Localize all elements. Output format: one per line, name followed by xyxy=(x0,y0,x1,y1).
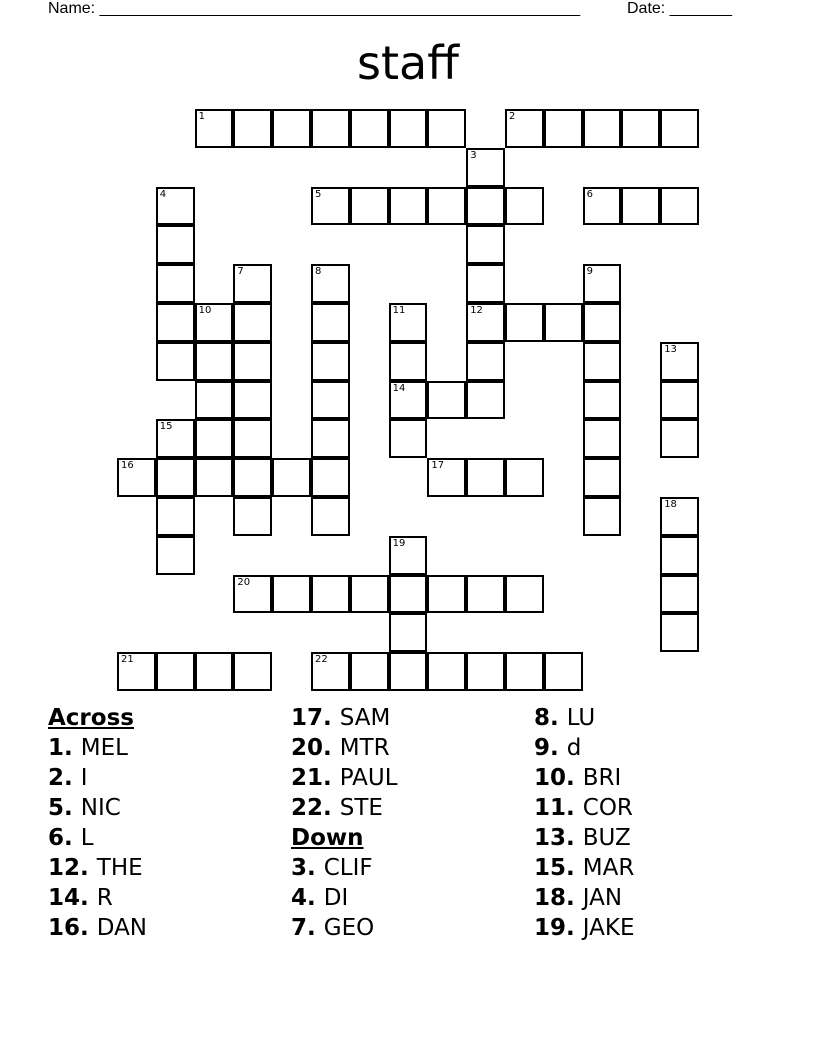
clue-text: JAN xyxy=(582,885,623,911)
grid-cell[interactable] xyxy=(466,381,505,420)
clue-number: 5 xyxy=(315,188,322,200)
clue-number: 22 xyxy=(315,654,328,666)
clue-number: 19. xyxy=(534,915,583,941)
clue-number: 15 xyxy=(159,421,173,433)
clue-text: MAR xyxy=(582,855,635,881)
grid-cell[interactable] xyxy=(233,497,272,536)
clue-number: 14 xyxy=(392,382,406,394)
grid-cell[interactable] xyxy=(195,303,234,342)
grid-cell[interactable] xyxy=(505,303,544,342)
grid-cell[interactable] xyxy=(466,148,505,187)
clue-item xyxy=(291,703,398,733)
clues-column-1 xyxy=(48,703,147,943)
grid-cell[interactable] xyxy=(389,613,428,652)
clue-number: 16 xyxy=(121,460,134,472)
grid-cell[interactable] xyxy=(583,264,622,303)
clue-section-heading: Across xyxy=(48,705,134,731)
grid-cell[interactable] xyxy=(583,342,622,381)
clue-text: DI xyxy=(323,885,349,911)
clue-text: COR xyxy=(582,795,633,821)
clue-number: 20 xyxy=(237,576,251,588)
grid-cell[interactable] xyxy=(544,109,583,148)
clue-text: R xyxy=(96,885,113,911)
grid-cell[interactable] xyxy=(505,187,544,226)
grid-cell[interactable] xyxy=(233,109,272,148)
clue-number: 2 xyxy=(509,111,516,122)
grid-cell[interactable] xyxy=(311,381,350,420)
clue-number: 21 xyxy=(121,654,134,666)
grid-cell[interactable] xyxy=(156,497,195,536)
clue-number: 3. xyxy=(291,855,324,881)
clue-text: MTR xyxy=(339,735,390,761)
clue-text: I xyxy=(80,765,88,791)
grid-cell[interactable] xyxy=(272,458,311,497)
grid-cell[interactable] xyxy=(156,264,195,303)
clue-text: SAM xyxy=(339,705,391,731)
clue-number: 10 xyxy=(198,305,212,316)
grid-cell[interactable] xyxy=(311,458,350,497)
clue-number: 9. xyxy=(534,735,567,761)
clue-item xyxy=(534,853,635,883)
grid-cell[interactable] xyxy=(311,497,350,536)
clue-item xyxy=(291,853,398,883)
grid-cell[interactable] xyxy=(466,264,505,303)
grid-cell[interactable] xyxy=(544,303,583,342)
grid-cell[interactable] xyxy=(583,419,622,458)
grid-cell[interactable] xyxy=(350,109,389,148)
grid-cell[interactable] xyxy=(389,419,428,458)
clue-number: 4. xyxy=(291,885,324,911)
grid-cell[interactable] xyxy=(505,652,544,691)
grid-cell[interactable] xyxy=(583,187,622,226)
clue-number: 2. xyxy=(48,765,81,791)
grid-cell[interactable] xyxy=(427,381,466,420)
grid-cell[interactable] xyxy=(427,109,466,148)
clue-number: 17. xyxy=(291,705,340,731)
grid-cell[interactable] xyxy=(350,652,389,691)
grid-cell[interactable] xyxy=(117,652,156,691)
grid-cell[interactable] xyxy=(466,225,505,264)
clue-item xyxy=(291,883,398,913)
grid-cell[interactable] xyxy=(505,575,544,614)
clue-item xyxy=(534,703,635,733)
clue-number: 3 xyxy=(470,149,477,161)
grid-cell[interactable] xyxy=(311,652,350,691)
clue-number: 12. xyxy=(48,855,97,881)
grid-cell[interactable] xyxy=(466,652,505,691)
clue-text: GEO xyxy=(323,915,375,941)
clue-item xyxy=(48,823,147,853)
grid-cell[interactable] xyxy=(156,225,195,264)
clue-number: 1. xyxy=(48,735,81,761)
clue-item xyxy=(48,913,147,943)
clue-number: 6 xyxy=(586,188,593,200)
grid-cell[interactable] xyxy=(233,303,272,342)
grid-cell[interactable] xyxy=(389,109,428,148)
clue-number: 22. xyxy=(291,795,340,821)
grid-cell[interactable] xyxy=(389,652,428,691)
clue-number: 11. xyxy=(534,795,583,821)
clue-item xyxy=(291,793,398,823)
grid-cell[interactable] xyxy=(583,109,622,148)
clue-text: CLIF xyxy=(323,855,373,881)
grid-cell[interactable] xyxy=(583,303,622,342)
clues-column-2 xyxy=(291,703,398,943)
grid-cell[interactable] xyxy=(233,342,272,381)
clue-item xyxy=(534,793,635,823)
clue-number: 13. xyxy=(534,825,583,851)
clue-number: 1 xyxy=(198,111,205,122)
clue-item xyxy=(291,913,398,943)
clue-number: 7 xyxy=(237,266,244,278)
clue-section-heading: Down xyxy=(291,825,364,851)
grid-cell[interactable] xyxy=(311,303,350,342)
clue-item xyxy=(48,853,147,883)
clue-number: 18. xyxy=(534,885,583,911)
clue-number: 9 xyxy=(586,266,593,278)
clue-number: 14. xyxy=(48,885,97,911)
grid-cell[interactable] xyxy=(389,536,428,575)
grid-cell[interactable] xyxy=(583,497,622,536)
grid-cell[interactable] xyxy=(427,575,466,614)
grid-cell[interactable] xyxy=(233,458,272,497)
grid-cell[interactable] xyxy=(427,187,466,226)
clue-number: 17 xyxy=(431,460,445,472)
grid-cell[interactable] xyxy=(389,342,428,381)
grid-cell[interactable] xyxy=(195,342,234,381)
clues-column-3 xyxy=(534,703,635,943)
grid-cell[interactable] xyxy=(350,575,389,614)
grid-cell[interactable] xyxy=(350,187,389,226)
clue-item xyxy=(48,763,147,793)
grid-cell[interactable] xyxy=(389,381,428,420)
grid-cell[interactable] xyxy=(156,303,195,342)
grid-cell[interactable] xyxy=(311,109,350,148)
clue-item xyxy=(48,733,147,763)
clue-text: L xyxy=(80,825,94,851)
clue-item xyxy=(534,883,635,913)
grid-cell[interactable] xyxy=(311,264,350,303)
clue-text: DAN xyxy=(96,915,148,941)
grid-cell[interactable] xyxy=(156,458,195,497)
grid-cell[interactable] xyxy=(389,303,428,342)
clue-number: 16. xyxy=(48,915,97,941)
grid-cell[interactable] xyxy=(505,109,544,148)
grid-cell[interactable] xyxy=(660,575,699,614)
clue-number: 12 xyxy=(470,305,483,316)
clue-number: 15. xyxy=(534,855,583,881)
grid-cell[interactable] xyxy=(660,381,699,420)
grid-cell[interactable] xyxy=(156,652,195,691)
grid-cell[interactable] xyxy=(621,109,660,148)
grid-cell[interactable] xyxy=(389,187,428,226)
grid-cell[interactable] xyxy=(660,497,699,536)
grid-cell[interactable] xyxy=(660,613,699,652)
clue-text: d xyxy=(566,735,582,761)
grid-cell[interactable] xyxy=(195,419,234,458)
clue-item xyxy=(291,763,398,793)
grid-cell[interactable] xyxy=(156,419,195,458)
clue-text: JAKE xyxy=(582,915,635,941)
grid-cell[interactable] xyxy=(427,458,466,497)
clue-number: 8. xyxy=(534,705,567,731)
grid-cell[interactable] xyxy=(660,109,699,148)
grid-cell[interactable] xyxy=(233,264,272,303)
grid-cell[interactable] xyxy=(195,458,234,497)
clue-number: 10. xyxy=(534,765,583,791)
grid-cell[interactable] xyxy=(233,381,272,420)
grid-cell[interactable] xyxy=(233,575,272,614)
name-field-label: Name: ______________________________________________________ xyxy=(48,0,581,17)
grid-cell[interactable] xyxy=(156,342,195,381)
grid-cell[interactable] xyxy=(466,342,505,381)
grid-cell[interactable] xyxy=(272,575,311,614)
grid-cell[interactable] xyxy=(621,187,660,226)
grid-cell[interactable] xyxy=(583,381,622,420)
date-field-label: Date: _______ xyxy=(627,0,732,17)
grid-cell[interactable] xyxy=(505,458,544,497)
grid-cell[interactable] xyxy=(311,187,350,226)
grid-cell[interactable] xyxy=(311,575,350,614)
grid-cell[interactable] xyxy=(660,187,699,226)
grid-cell[interactable] xyxy=(389,575,428,614)
clue-number: 8 xyxy=(315,266,322,278)
grid-cell[interactable] xyxy=(660,419,699,458)
grid-cell[interactable] xyxy=(233,652,272,691)
clue-number: 7. xyxy=(291,915,324,941)
clue-number: 18 xyxy=(664,499,677,510)
clue-number: 21. xyxy=(291,765,340,791)
grid-cell[interactable] xyxy=(466,187,505,226)
grid-cell[interactable] xyxy=(427,652,466,691)
grid-cell[interactable] xyxy=(272,109,311,148)
grid-cell[interactable] xyxy=(117,458,156,497)
clue-item xyxy=(534,823,635,853)
clue-text: PAUL xyxy=(339,765,398,791)
clue-number: 20. xyxy=(291,735,340,761)
clue-text: MEL xyxy=(80,735,128,761)
puzzle-title: staff xyxy=(357,36,459,90)
grid-cell[interactable] xyxy=(466,303,505,342)
clue-item xyxy=(534,733,635,763)
clue-item xyxy=(48,883,147,913)
clue-item xyxy=(534,913,635,943)
clue-text: NIC xyxy=(80,795,121,821)
grid-cell[interactable] xyxy=(311,342,350,381)
clue-item xyxy=(48,793,147,823)
grid-cell[interactable] xyxy=(195,381,234,420)
clue-text: BUZ xyxy=(582,825,631,851)
clue-number: 19 xyxy=(392,537,406,549)
clue-text: BRI xyxy=(582,765,622,791)
clue-number: 13 xyxy=(664,343,677,355)
grid-cell[interactable] xyxy=(466,458,505,497)
grid-cell[interactable] xyxy=(544,652,583,691)
clue-text: STE xyxy=(339,795,383,821)
grid-cell[interactable] xyxy=(660,342,699,381)
grid-cell[interactable] xyxy=(233,419,272,458)
clue-number: 11 xyxy=(392,305,406,316)
grid-cell[interactable] xyxy=(311,419,350,458)
grid-cell[interactable] xyxy=(583,458,622,497)
clue-text: THE xyxy=(96,855,143,881)
clue-number: 6. xyxy=(48,825,81,851)
grid-cell[interactable] xyxy=(660,536,699,575)
clue-item xyxy=(534,763,635,793)
clue-number: 4 xyxy=(159,188,167,200)
grid-cell[interactable] xyxy=(195,652,234,691)
grid-cell[interactable] xyxy=(195,109,234,148)
clue-text: LU xyxy=(566,705,596,731)
grid-cell[interactable] xyxy=(466,575,505,614)
clue-number: 5. xyxy=(48,795,81,821)
clue-item xyxy=(291,733,398,763)
grid-cell[interactable] xyxy=(156,536,195,575)
grid-cell[interactable] xyxy=(156,187,195,226)
